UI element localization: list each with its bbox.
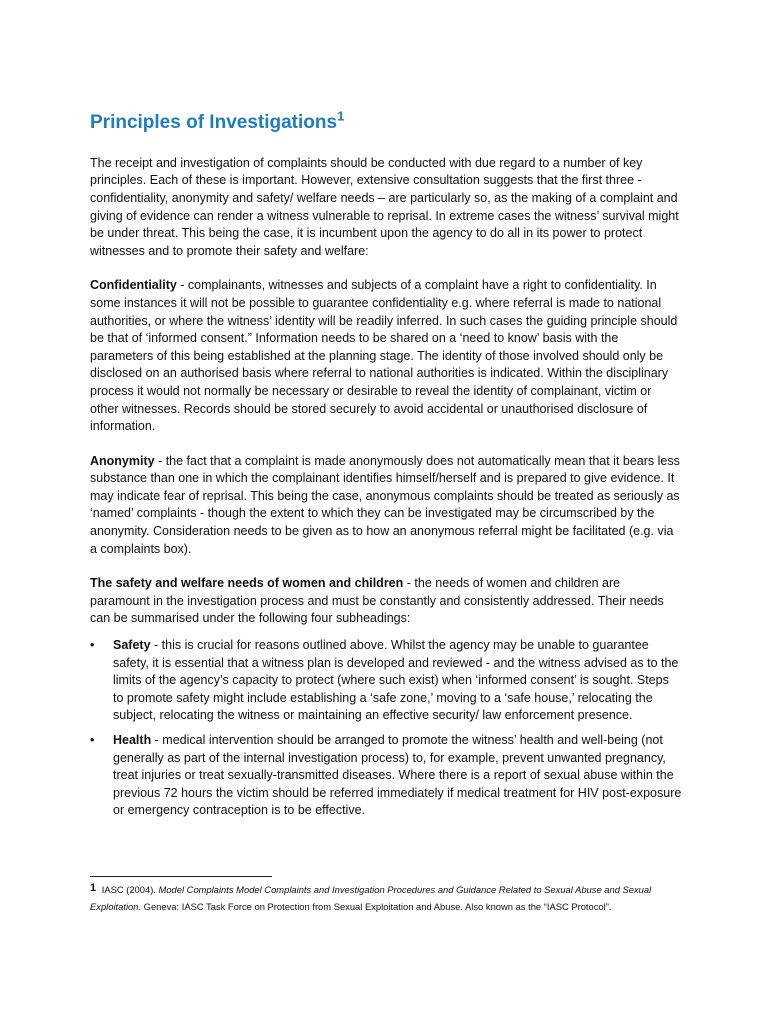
footnote — [90, 880, 690, 915]
confidentiality-paragraph — [90, 277, 682, 435]
safety-welfare-text: - the needs of women and children are paramount in the investigation process and must be constantly and consistently addressed. Their needs can be summarised under the following four subheadings: — [90, 576, 664, 626]
footnote-reference[interactable]: 1 — [337, 108, 345, 124]
footnote-prefix: IASC (2004). — [99, 884, 159, 895]
footnote-divider — [90, 876, 272, 877]
footnote-italic-title: Model Complaints Model Complaints and Investigation Procedures and Guidance Related to Sexual Abuse and Sexual Exploitation — [90, 884, 652, 912]
health-text: - medical intervention should be arranged to promote the witness’ health and well-being (not generally as part of the internal investigation process) to, for example, prevent unwanted pregnancy, treat injuries or treat sexually-transmitted diseases. Where there is a report of sexual abuse within the previous 72 hours the victim should be referred immediately if medical treatment for HIV post-exposure or emergency contraception is to be effective. — [113, 733, 682, 818]
page-title — [90, 108, 682, 135]
confidentiality-lead: Confidentiality — [90, 278, 177, 293]
anonymity-lead: Anonymity — [90, 453, 155, 468]
list-item-safety — [90, 637, 682, 725]
document-body — [90, 108, 682, 827]
safety-text: - this is crucial for reasons outlined above. Whilst the agency may be unable to guarantee safety, it is essential that a witness plan is developed and reviewed - and the witness advised as to the limits of the agency’s capacity to protect (where such exist) when ‘informed consent’ is sought. Steps to promote safety might include establishing a ‘safe zone,’ moving to a ‘safe house,’ relocating the subject, relocating the witness or maintaining an effective security/ law enforcement presence. — [113, 638, 679, 723]
confidentiality-text: - complainants, witnesses and subjects of a complaint have a right to confidentiality. In some instances it will not be possible to guarantee confidentiality e.g. where referral is made to national authorities, or where the witness’ identity will be readily inferred. In such cases the guiding principle should be that of ‘informed consent.” Information needs to be shared on a ‘need to know’ basis with the parameters of this being established at the planning stage. The identity of those involved should only be disclosed on an authorised basis where referral to national authorities is indicated. Within the disciplinary process it would not normally be necessary or desirable to reveal the identity of complainant, victim or other witnesses. Records should be stored securely to avoid accidental or unauthorised disclosure of information. — [90, 278, 678, 434]
safety-lead: Safety — [113, 638, 151, 653]
needs-list — [90, 637, 682, 820]
safety-welfare-paragraph — [90, 575, 682, 628]
intro-paragraph: The receipt and investigation of complaints should be conducted with due regard to a number of key principles. Each of these is important. However, extensive consultation suggests that the first three - confidentiality, anonymity and safety/ welfare needs – are particularly so, as the making of a complaint and giving of evidence can render a witness vulnerable to reprisal. In extreme cases the witness’ survival might be under threat. This being the case, it is incumbent upon the agency to do all in its power to protect witnesses and to promote their safety and welfare: — [90, 155, 679, 258]
bullet-icon: • — [90, 733, 95, 748]
footnote-number: 1 — [90, 882, 97, 894]
page-title-text: Principles of Investigations — [90, 112, 338, 133]
bullet-icon: • — [90, 638, 95, 653]
health-lead: Health — [113, 733, 152, 748]
safety-welfare-lead: The safety and welfare needs of women and children — [90, 576, 404, 591]
anonymity-paragraph — [90, 453, 682, 559]
list-item-health — [90, 732, 682, 820]
footnote-suffix: . Geneva: IASC Task Force on Protection from Sexual Exploitation and Abuse. Also known as the “IASC Protocol”. — [138, 901, 612, 912]
anonymity-text: - the fact that a complaint is made anonymously does not automatically mean that it bears less substance than one in which the complainant identifies himself/herself and is prepared to give evidence. It may indicate fear of reprisal. This being the case, anonymous complaints should be treated as seriously as ‘named’ complaints - though the extent to which they can be investigated may be circumscribed by the anonymity. Consideration needs to be given as to how an anonymous referral might be facilitated (e.g. via a complaints box). — [90, 453, 680, 556]
